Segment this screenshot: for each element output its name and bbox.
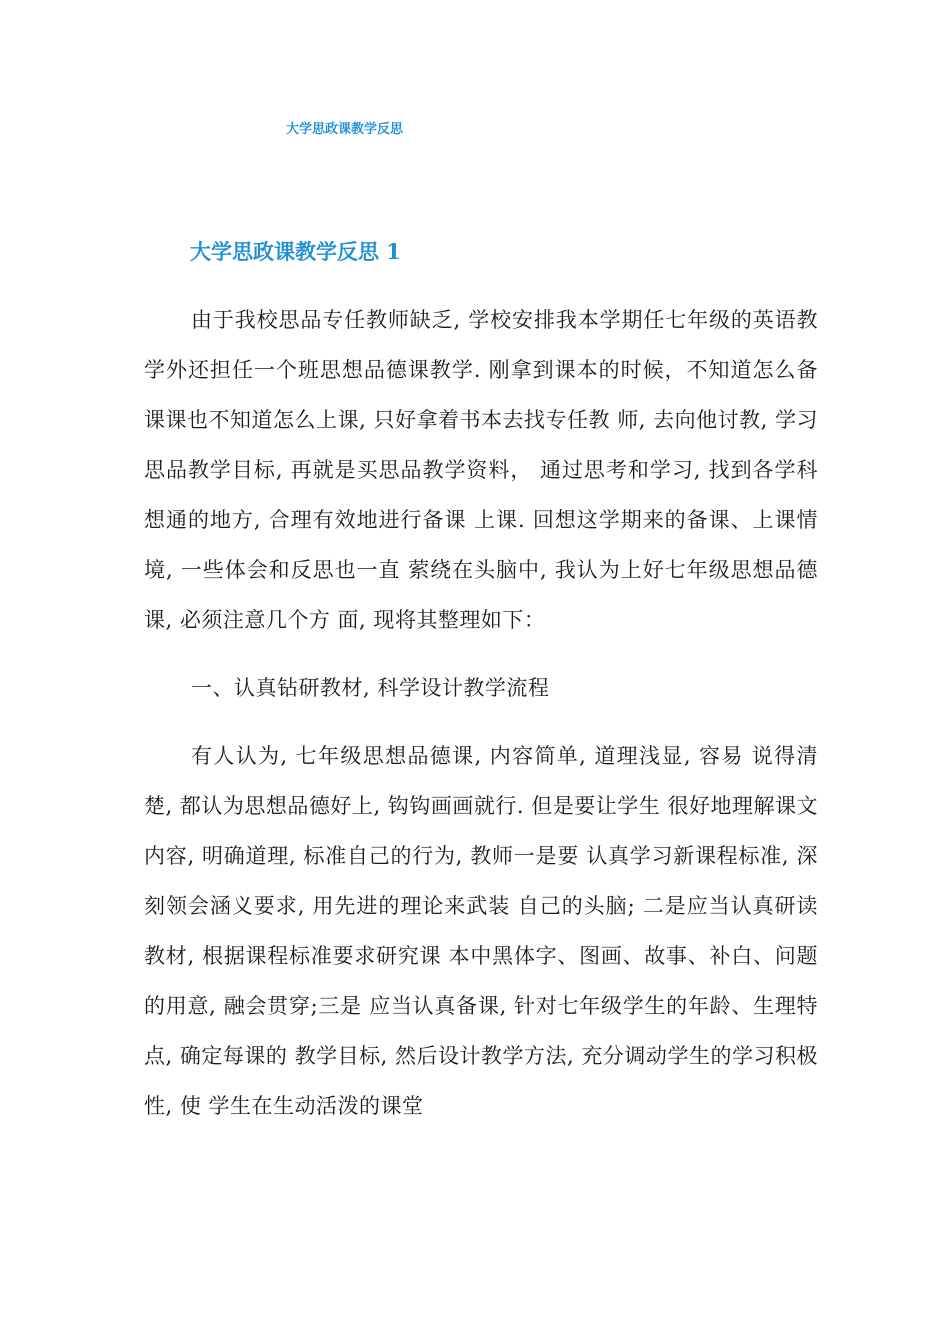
paragraph-section-one: 有人认为, 七年级思想品德课, 内容简单, 道理浅显, 容易 说得清楚, 都认为思想品德好上, 钩钩画画就行. 但是要让学生 很好地理解课文内容, 明确道理, 标准自己的行为, 教师一是要 认真学习新课程标准, 深刻领会涵义要求, 用先进的理论来武装 自己的头脑; 二是应当认真研读教材, 根据课程标准要求研究课 本中黑体字、图画、故事、补白、问题的用意, 融会贯穿;三是 应当认真备课, 针对七年级学生的年龄、生理特点, 确定每课的 教学目标, 然后设计教学方法, 充分调动学生的学习积极性, 使 学生在生动活泼的课堂 [144, 744, 818, 1118]
paragraph-intro: 由于我校思品专任教师缺乏, 学校安排我本学期任七年级的英语教学外还担任一个班思想品德课教学. 刚拿到课本的时候，不知道怎么备课课也不知道怎么上课, 只好拿着书本去找专任教 师, 去向他讨教, 学习思品教学目标, 再就是买思品教学资料， 通过思考和学习, 找到各学科想通的地方, 合理有效地进行备课 上课. 回想这学期来的备课、上课情境, 一些体会和反思也一直 萦绕在头脑中, 我认为上好七年级思想品德课, 必须注意几个方 面, 现将其整理如下： [144, 308, 818, 632]
header-title: 大学思政课教学反思 [286, 122, 404, 137]
section-heading: 一、认真钻研教材, 科学设计教学流程 [191, 676, 550, 700]
document-heading: 大学思政课教学反思 1 [190, 239, 401, 264]
document-body [144, 295, 818, 1131]
